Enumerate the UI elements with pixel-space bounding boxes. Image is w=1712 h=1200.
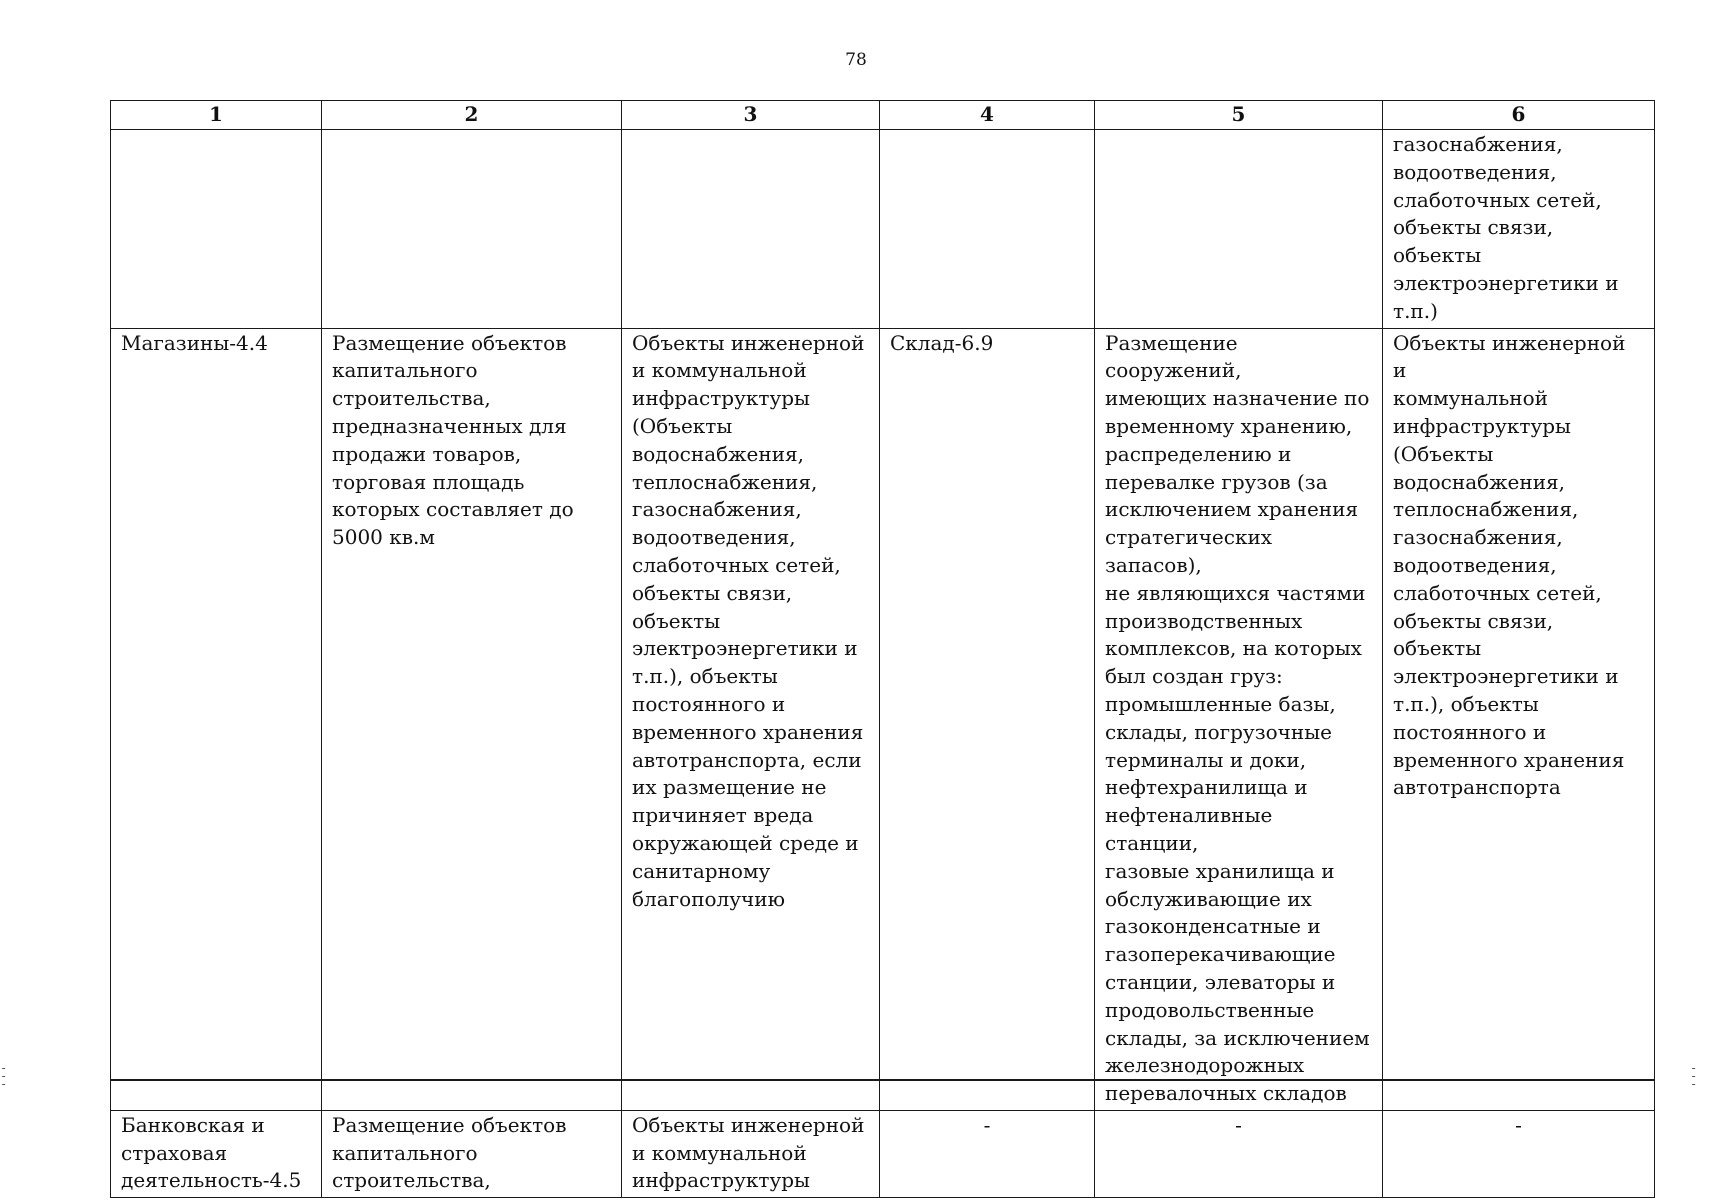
table-cell [111, 328, 322, 1110]
table-viewport [110, 100, 1654, 1193]
table-cell [111, 1110, 322, 1197]
table-cell [322, 130, 622, 329]
column-header-3: 3 [622, 101, 880, 130]
cell-text: Банковская и страховая деятельность-4.5 [121, 1112, 302, 1193]
table-cell [880, 328, 1095, 1110]
land-use-table [110, 100, 1655, 1198]
column-header-4: 4 [880, 101, 1095, 130]
page-number: 78 [845, 50, 867, 70]
cell-text: газоснабжения, водоотведения, слаботочных сетей, объекты связи, объекты электроэнергетики и т.п.) [1393, 132, 1619, 323]
table-cell [622, 1110, 880, 1197]
table-row-continued [111, 130, 1655, 329]
cell-text: Размещение объектов капитального строительства, [332, 1112, 567, 1193]
cell-text: Объекты инженерной и коммунальной инфраструктуры [632, 1112, 865, 1193]
right-edge-mark: - - - [1690, 1061, 1698, 1091]
table-cell [1383, 130, 1655, 329]
table-cell [880, 130, 1095, 329]
table-cell [322, 328, 622, 1110]
table-cell [111, 130, 322, 329]
table-header-row [111, 101, 1655, 130]
cell-text: Размещение сооружений, имеющих назначение по временному хранению, распределению и перевалке грузов (за исключением хранения стратегических запасов), не являющихся частями производственных комплексов, на которых был создан груз: промышленные базы, склады, погрузочные терминалы и доки, нефтехранилища и нефтеналивные станции, газовые хранилища и обслуживающие их газоконденсатные и газоперекачивающие станции, элеваторы и продовольственные склады, за исключением железнодорожных перевалочных складов [1105, 330, 1370, 1106]
cell-text: Склад-6.9 [890, 330, 994, 355]
table-cell [1095, 1110, 1383, 1197]
cell-text: - [1235, 1112, 1242, 1137]
column-header-1: 1 [111, 101, 322, 130]
cell-text: Размещение объектов капитального строительства, предназначенных для продажи товаров, торговая площадь которых составляет до 5000 кв.м [332, 330, 574, 550]
cell-text: Магазины-4.4 [121, 330, 268, 355]
table-cell [1383, 1110, 1655, 1197]
table-cell [622, 130, 880, 329]
table-row-shops [111, 328, 1655, 1110]
left-edge-mark: - - - [0, 1061, 8, 1091]
cell-text: - [983, 1112, 991, 1137]
column-header-5: 5 [1095, 101, 1383, 130]
table-cell [622, 328, 880, 1110]
table-cell [1095, 328, 1383, 1110]
cell-text: Объекты инженерной и коммунальной инфраструктуры (Объекты водоснабжения, теплоснабжения, газоснабжения, водоотведения, слаботочных сетей, объекты связи, объекты электроэнергетики и т.п.), объекты постоянного и временного хранения автотранспорта [1393, 330, 1626, 800]
column-header-6: 6 [1383, 101, 1655, 130]
table-cell [1095, 130, 1383, 329]
table-cell [1383, 328, 1655, 1110]
table-cell [880, 1110, 1095, 1197]
table-cell [322, 1110, 622, 1197]
cell-text: Объекты инженерной и коммунальной инфраструктуры (Объекты водоснабжения, теплоснабжения, газоснабжения, водоотведения, слаботочных сетей, объекты связи, объекты электроэнергетики и т.п.), объекты постоянного и временного хранения автотранспорта, если их размещение не причиняет вреда окружающей среде и санитарному благополучию [632, 330, 865, 911]
table-row-banking [111, 1110, 1655, 1197]
column-header-2: 2 [322, 101, 622, 130]
cell-text: - [1515, 1112, 1522, 1137]
